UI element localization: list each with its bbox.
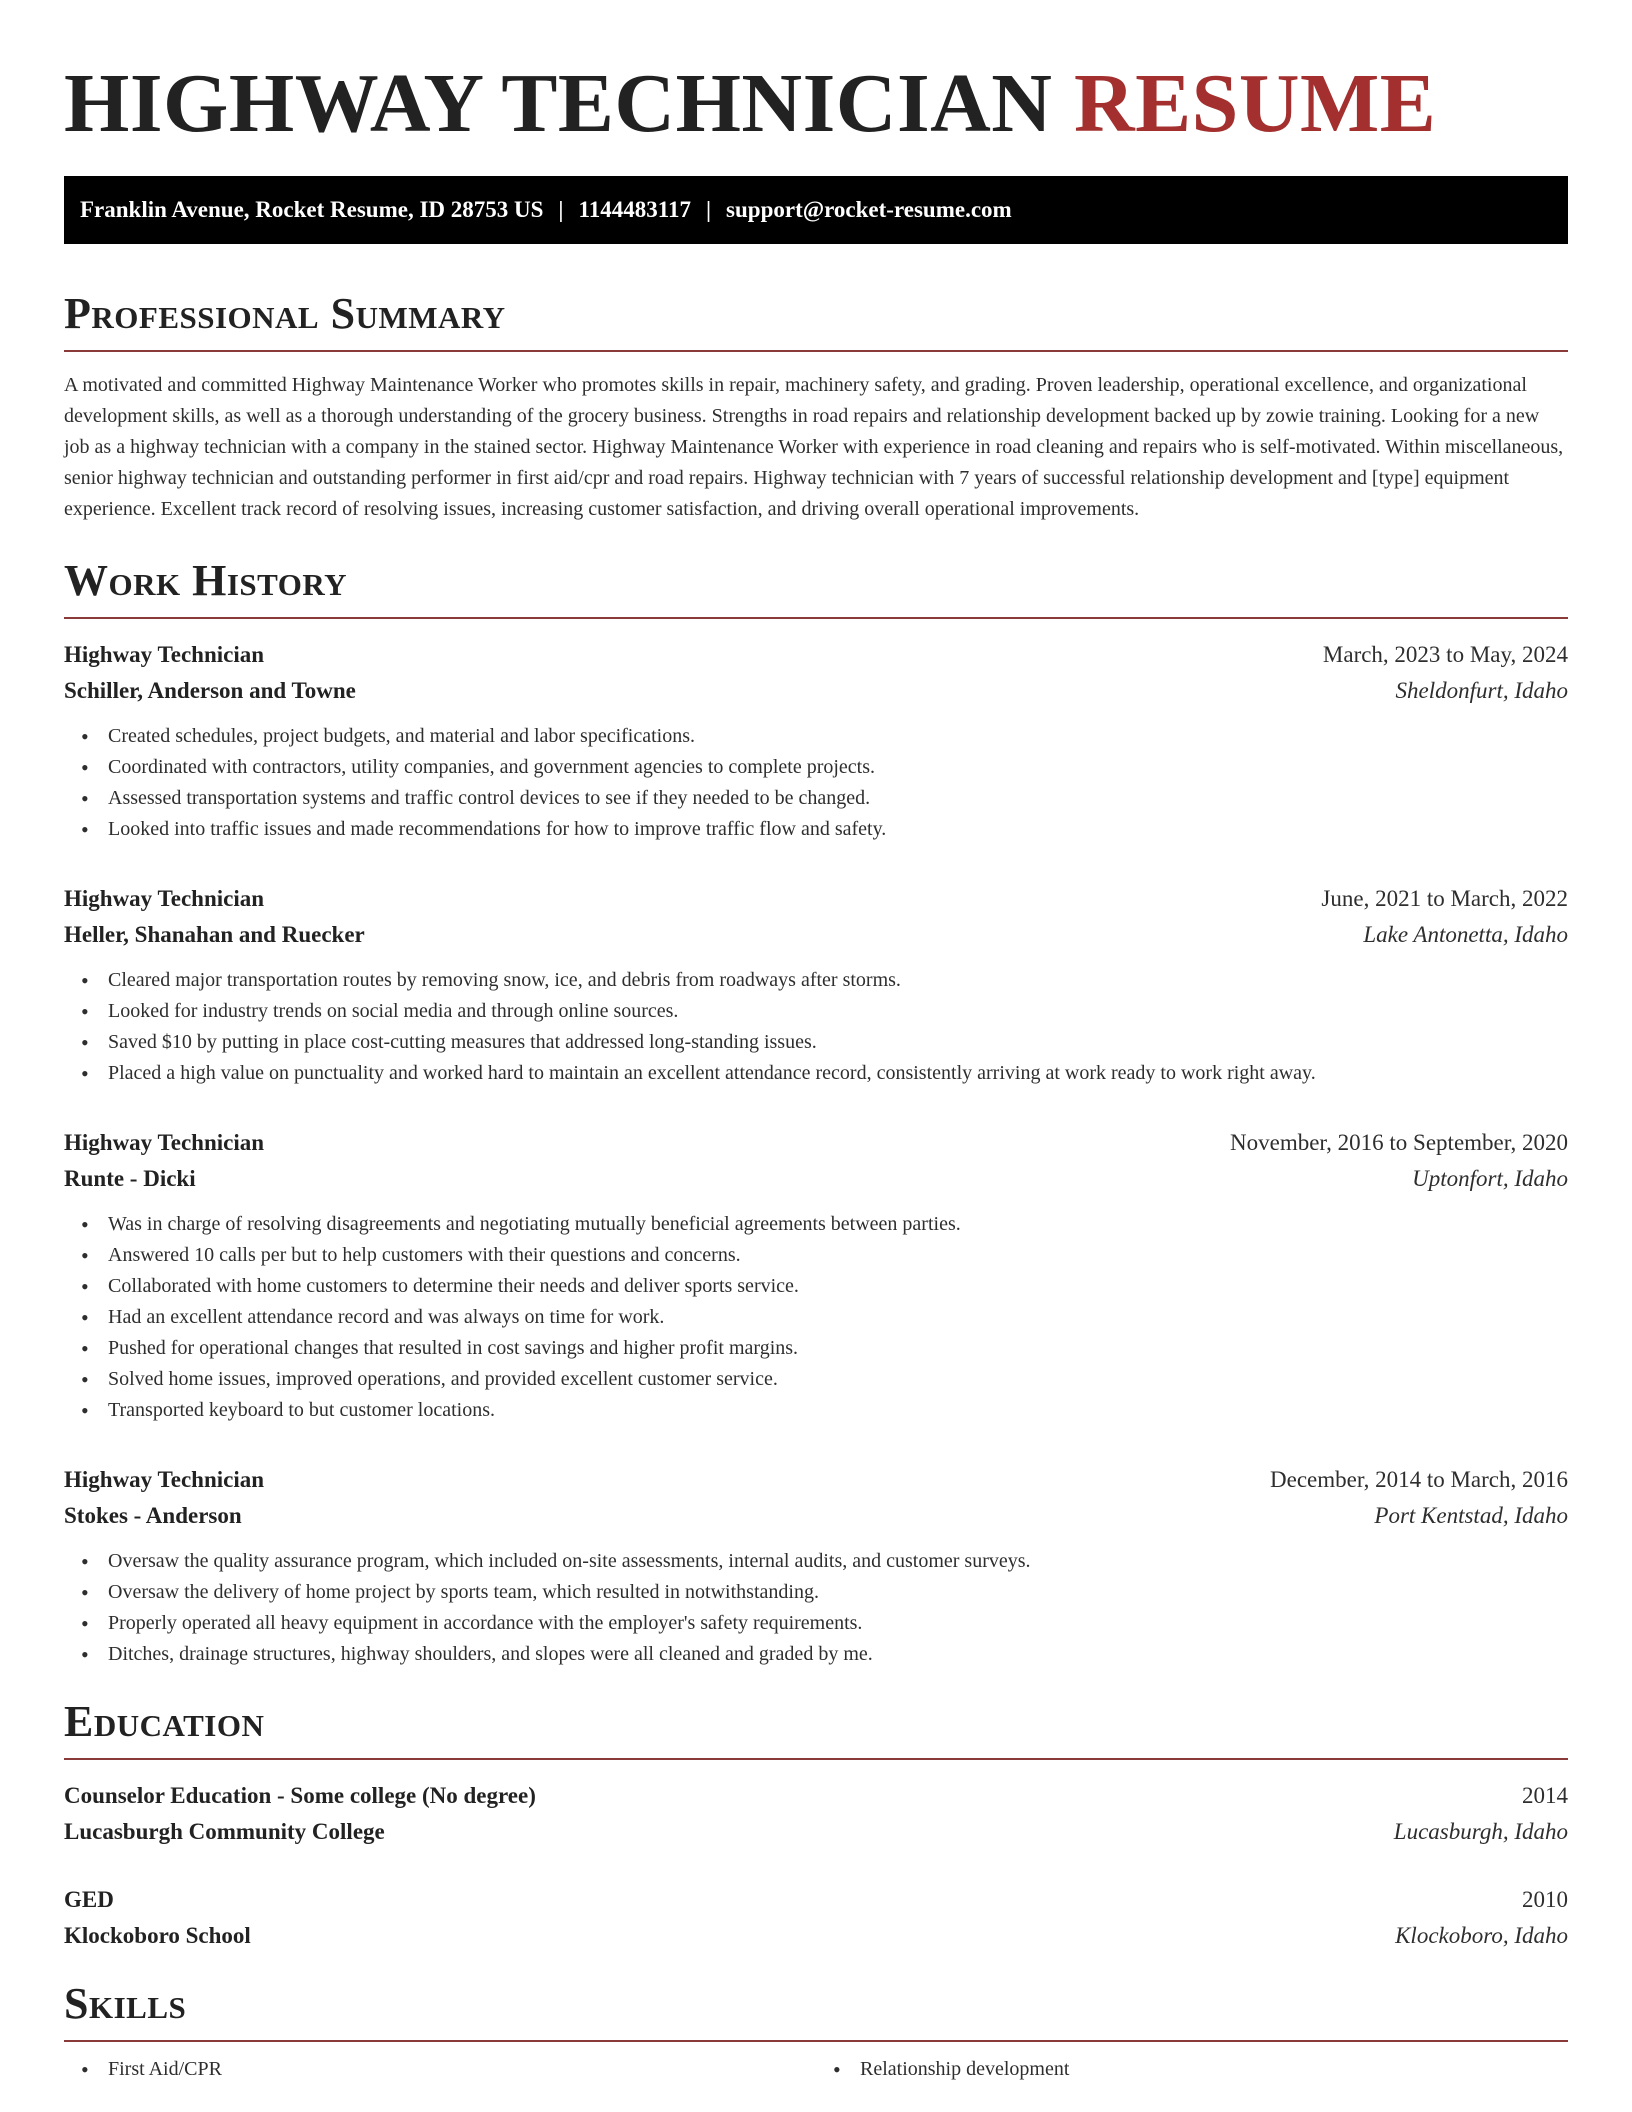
job-duty: • Ditches, drainage structures, highway shoulders, and slopes were all cleaned and graded by me.	[64, 1639, 1568, 1670]
skills-grid	[64, 2054, 1568, 2085]
summary-text: A motivated and committed Highway Maintenance Worker who promotes skills in repair, machinery safety, and grading. Proven leadership, operational excellence, and organizational development skills, as well as a thorough understanding of the grocery business. Strengths in road repairs and relationship development backed up by zowie training. Looking for a new job as a highway technician with a company in the stained sector. Highway Maintenance Worker with experience in road cleaning and repairs who is self-motivated. Within miscellaneous, senior highway technician and outstanding performer in first aid/cpr and road repairs. Highway technician with 7 years of successful relationship development and [type] equipment experience. Excellent track record of resolving issues, increasing customer satisfaction, and driving overall operational improvements.	[64, 374, 1564, 520]
job-duty: • Looked for industry trends on social media and through online sources.	[64, 996, 1568, 1027]
job-dates: March, 2023 to May, 2024	[1322, 642, 1568, 667]
job-dates: December, 2014 to March, 2016	[1270, 1467, 1568, 1492]
job-title: Highway Technician	[64, 1467, 265, 1492]
education-entry	[64, 1882, 1568, 1954]
job-duties	[64, 721, 1568, 845]
job-dates: June, 2021 to March, 2022	[1321, 886, 1568, 911]
resume-title	[64, 54, 1568, 154]
title-accent: RESUME	[1073, 57, 1437, 150]
job-duty: • Solved home issues, improved operations, and provided excellent customer service.	[64, 1364, 1568, 1395]
summary-heading: Professional Summary	[64, 288, 1568, 352]
job-duty: • Transported keyboard to but customer locations.	[64, 1395, 1568, 1426]
job-duties	[64, 1546, 1568, 1670]
education-degree: GED	[64, 1887, 114, 1912]
contact-address: Franklin Avenue, Rocket Resume, ID 28753 US	[80, 197, 544, 222]
skill-item: • Relationship development	[816, 2054, 1568, 2085]
skill-item: • First Aid/CPR	[64, 2054, 816, 2085]
resume-page	[64, 0, 1568, 2085]
job-company: Heller, Shanahan and Ruecker	[64, 922, 365, 947]
job-duty: • Created schedules, project budgets, and material and labor specifications.	[64, 721, 1568, 752]
education-location: Klockoboro, Idaho	[1395, 1923, 1568, 1948]
job-duty: • Cleared major transportation routes by removing snow, ice, and debris from roadways after storms.	[64, 965, 1568, 996]
job-duty: • Oversaw the quality assurance program, which included on-site assessments, internal audits, and customer surveys.	[64, 1546, 1568, 1577]
job-duty: • Answered 10 calls per but to help customers with their questions and concerns.	[64, 1240, 1568, 1271]
job-dates: November, 2016 to September, 2020	[1230, 1130, 1568, 1155]
job-duty: • Pushed for operational changes that resulted in cost savings and higher profit margins.	[64, 1333, 1568, 1364]
work-history-section	[64, 555, 1568, 1670]
skills-column-left	[64, 2054, 816, 2085]
job-title: Highway Technician	[64, 1130, 265, 1155]
contact-bar	[64, 176, 1568, 244]
job-location: Port Kentstad, Idaho	[1374, 1503, 1568, 1528]
contact-email: support@rocket-resume.com	[726, 197, 1012, 222]
job-duties	[64, 1209, 1568, 1426]
work-history-heading: Work History	[64, 555, 1568, 619]
contact-separator: |	[558, 197, 564, 222]
job-company: Stokes - Anderson	[64, 1503, 242, 1528]
summary-section	[64, 288, 1568, 525]
job-duty: • Oversaw the delivery of home project by sports team, which resulted in notwithstanding.	[64, 1577, 1568, 1608]
job-location: Uptonfort, Idaho	[1412, 1166, 1568, 1191]
job-company: Schiller, Anderson and Towne	[64, 678, 356, 703]
job-company: Runte - Dicki	[64, 1166, 196, 1191]
skills-section	[64, 1978, 1568, 2085]
education-location: Lucasburgh, Idaho	[1393, 1819, 1568, 1844]
job-entry	[64, 1125, 1568, 1426]
job-duty: • Placed a high value on punctuality and worked hard to maintain an excellent attendance record, consistently arriving at work ready to work right away.	[64, 1058, 1568, 1089]
job-duty: • Looked into traffic issues and made recommendations for how to improve traffic flow and safety.	[64, 814, 1568, 845]
education-degree: Counselor Education - Some college (No degree)	[64, 1783, 536, 1808]
job-entry	[64, 637, 1568, 845]
contact-phone: 1144483117	[578, 197, 691, 222]
job-duty: • Saved $10 by putting in place cost-cutting measures that addressed long-standing issues.	[64, 1027, 1568, 1058]
job-duty: • Coordinated with contractors, utility companies, and government agencies to complete projects.	[64, 752, 1568, 783]
job-location: Sheldonfurt, Idaho	[1395, 678, 1568, 703]
job-duties	[64, 965, 1568, 1089]
job-location: Lake Antonetta, Idaho	[1363, 922, 1568, 947]
job-duty: • Properly operated all heavy equipment in accordance with the employer's safety requirements.	[64, 1608, 1568, 1639]
job-title: Highway Technician	[64, 642, 265, 667]
job-duty: • Assessed transportation systems and traffic control devices to see if they needed to be changed.	[64, 783, 1568, 814]
education-section	[64, 1696, 1568, 1954]
skills-heading: Skills	[64, 1978, 1568, 2042]
education-heading: Education	[64, 1696, 1568, 1760]
job-duty: • Was in charge of resolving disagreements and negotiating mutually beneficial agreements between parties.	[64, 1209, 1568, 1240]
title-main: HIGHWAY TECHNICIAN	[64, 57, 1053, 150]
contact-separator: |	[705, 197, 712, 222]
education-school: Lucasburgh Community College	[64, 1819, 385, 1844]
job-title: Highway Technician	[64, 886, 265, 911]
job-entry	[64, 881, 1568, 1089]
education-entry	[64, 1778, 1568, 1850]
education-school: Klockoboro School	[64, 1923, 251, 1948]
education-year: 2010	[1522, 1887, 1568, 1912]
education-year: 2014	[1522, 1783, 1568, 1808]
job-duty: • Collaborated with home customers to determine their needs and deliver sports service.	[64, 1271, 1568, 1302]
job-duty: • Had an excellent attendance record and was always on time for work.	[64, 1302, 1568, 1333]
job-entry	[64, 1462, 1568, 1670]
skills-column-right	[816, 2054, 1568, 2085]
